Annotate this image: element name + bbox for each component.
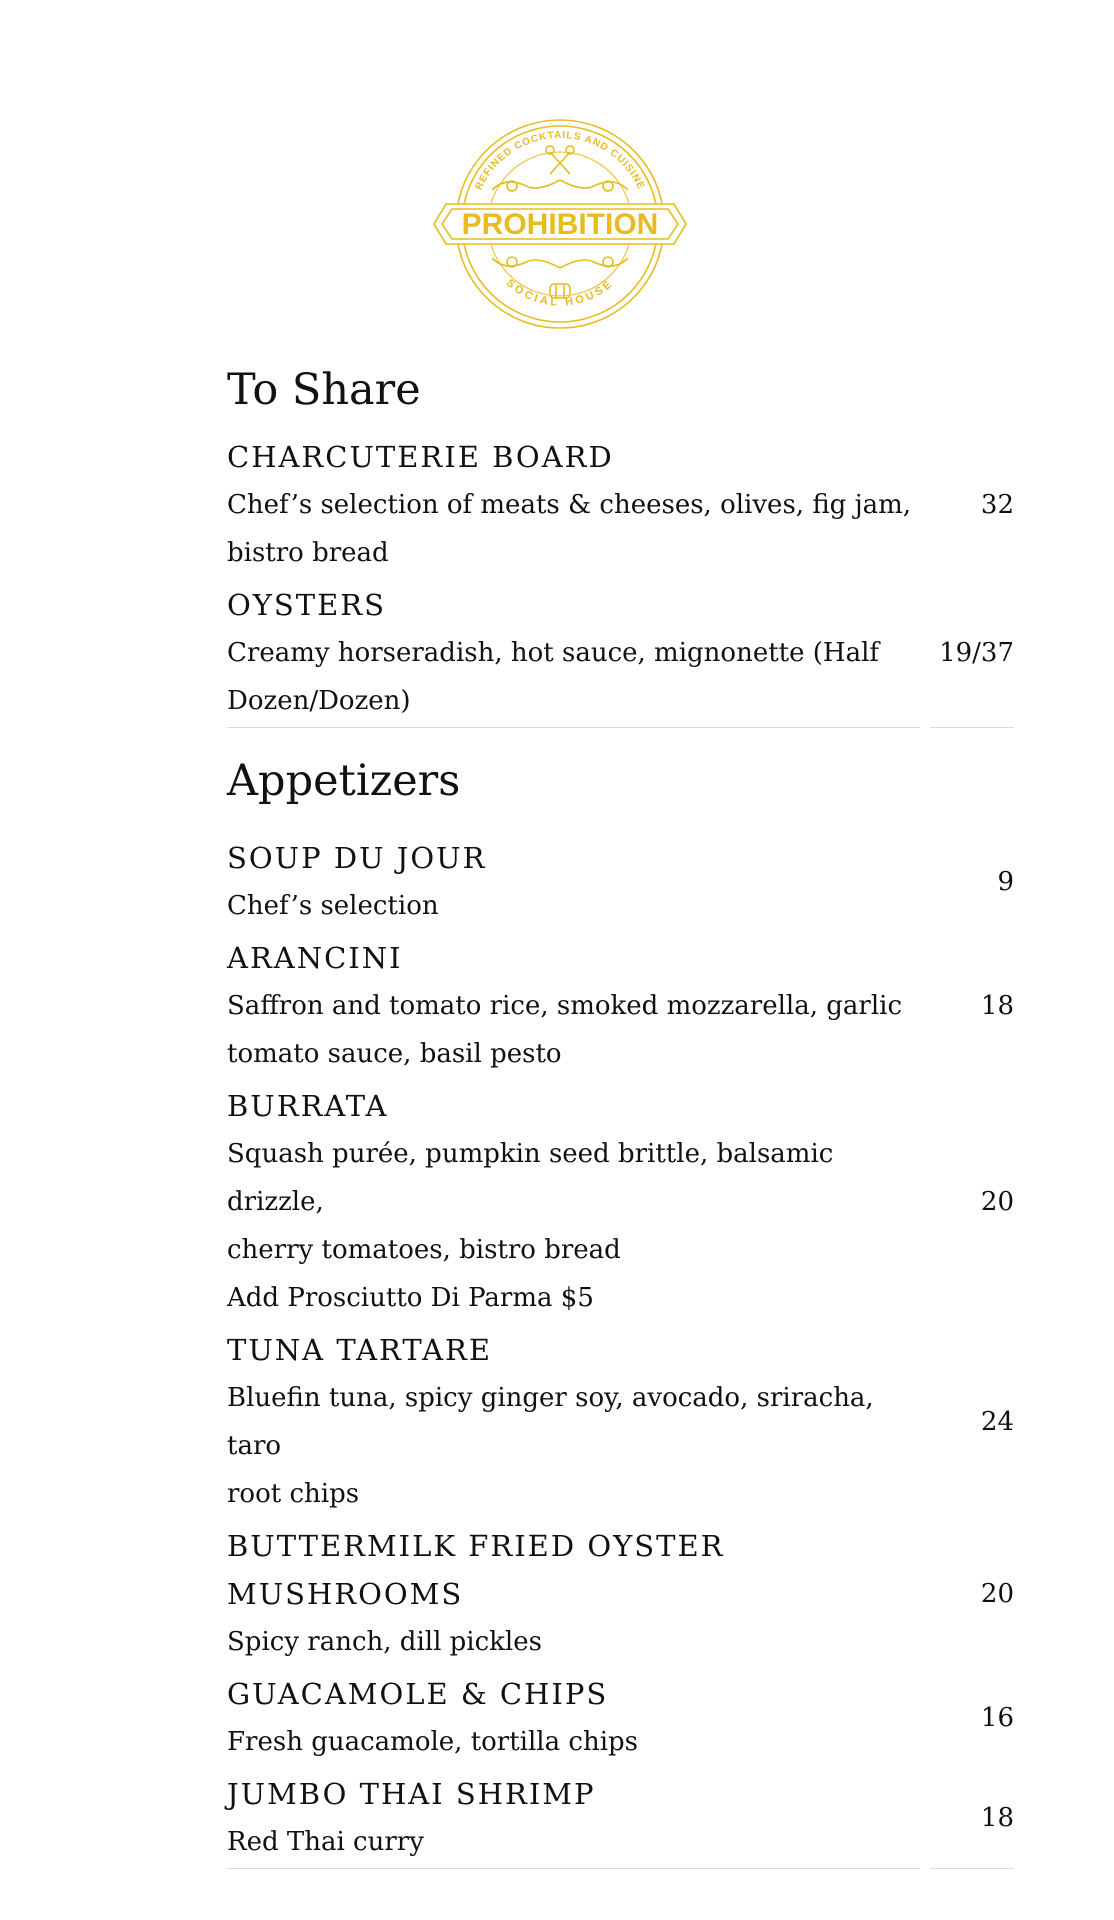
section-divider bbox=[227, 727, 1014, 728]
item-description: tomato sauce, basil pesto bbox=[227, 1039, 562, 1069]
item-name: SOUP DU JOUR bbox=[227, 841, 487, 875]
item-description: cherry tomatoes, bistro bread bbox=[227, 1235, 621, 1265]
menu-item bbox=[227, 834, 1014, 930]
item-name: GUACAMOLE & CHIPS bbox=[227, 1677, 609, 1711]
item-addon: Add Prosciutto Di Parma $5 bbox=[227, 1283, 594, 1313]
item-description: Creamy horseradish, hot sauce, mignonette (Half bbox=[227, 638, 880, 668]
item-name: TUNA TARTARE bbox=[227, 1333, 493, 1367]
item-name: ARANCINI bbox=[227, 941, 403, 975]
section-divider bbox=[227, 1868, 1014, 1869]
item-price: 24 bbox=[980, 1407, 1014, 1437]
item-price: 32 bbox=[980, 490, 1014, 520]
item-description: Dozen/Dozen) bbox=[227, 686, 411, 716]
item-price: 20 bbox=[980, 1579, 1014, 1609]
menu-item bbox=[227, 581, 1014, 725]
menu-item bbox=[227, 1082, 1014, 1322]
item-description: root chips bbox=[227, 1479, 360, 1509]
menu-item bbox=[227, 433, 1014, 577]
menu-item bbox=[227, 1770, 1014, 1866]
logo-arc-top-text: REFINED COCKTAILS AND CUISINE bbox=[473, 129, 647, 192]
menu-item bbox=[227, 1522, 1014, 1666]
item-price: 16 bbox=[980, 1703, 1014, 1733]
menu-content bbox=[227, 355, 1014, 1869]
item-description: Chef’s selection of meats & cheeses, olives, fig jam, bbox=[227, 490, 912, 520]
item-name: BURRATA bbox=[227, 1089, 389, 1123]
item-price: 20 bbox=[980, 1187, 1014, 1217]
item-name-line: BUTTERMILK FRIED OYSTER bbox=[227, 1529, 725, 1563]
item-price: 18 bbox=[980, 1803, 1014, 1833]
item-price: 19/37 bbox=[939, 638, 1014, 668]
item-description: Chef’s selection bbox=[227, 891, 439, 921]
menu-item bbox=[227, 1326, 1014, 1518]
item-name: OYSTERS bbox=[227, 588, 386, 622]
svg-text:SOCIAL HOUSE bbox=[504, 277, 616, 309]
item-name: JUMBO THAI SHRIMP bbox=[227, 1777, 596, 1811]
item-description: Squash purée, pumpkin seed brittle, balsamic drizzle, bbox=[227, 1139, 834, 1217]
section-title: Appetizers bbox=[227, 756, 461, 806]
section-to-share bbox=[227, 355, 1014, 728]
item-description: bistro bread bbox=[227, 538, 389, 568]
item-name-line: MUSHROOMS bbox=[227, 1577, 464, 1611]
logo-arc-bottom-text: SOCIAL HOUSE bbox=[503, 276, 617, 309]
item-price: 18 bbox=[980, 991, 1014, 1021]
section-title: To Share bbox=[227, 365, 421, 415]
item-description: Red Thai curry bbox=[227, 1827, 424, 1857]
item-description: Bluefin tuna, spicy ginger soy, avocado, sriracha, taro bbox=[227, 1383, 874, 1461]
item-description: Saffron and tomato rice, smoked mozzarella, garlic bbox=[227, 991, 903, 1021]
menu-item bbox=[227, 934, 1014, 1078]
item-price: 9 bbox=[997, 867, 1014, 897]
item-description: Fresh guacamole, tortilla chips bbox=[227, 1727, 638, 1757]
item-description: Spicy ranch, dill pickles bbox=[227, 1627, 542, 1657]
item-name: CHARCUTERIE BOARD bbox=[227, 440, 614, 474]
prohibition-logo bbox=[432, 112, 688, 336]
menu-item bbox=[227, 1670, 1014, 1766]
section-appetizers bbox=[227, 746, 1014, 1869]
logo-name-text: PROHIBITION bbox=[461, 208, 659, 241]
